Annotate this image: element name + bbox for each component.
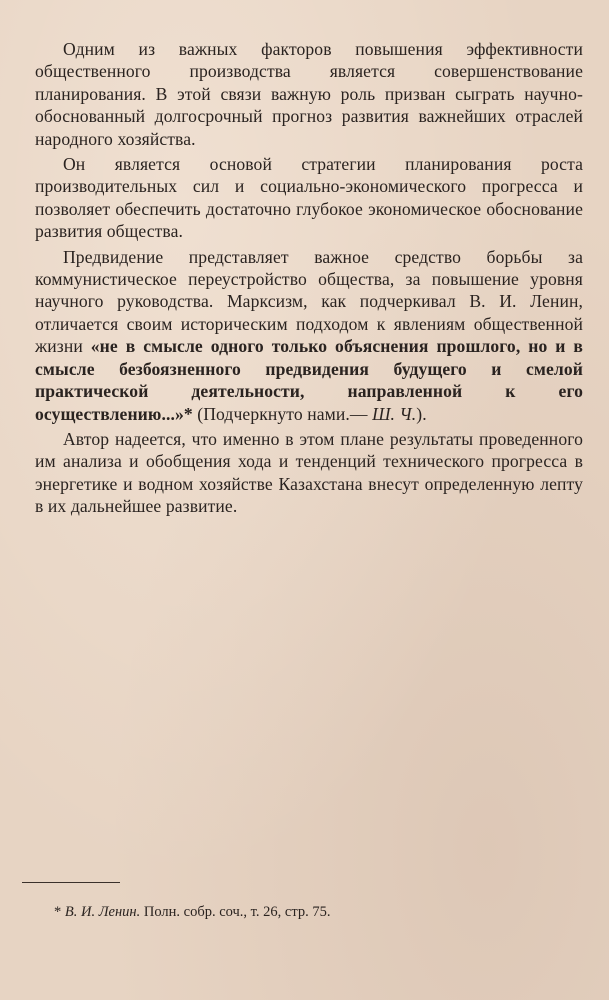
paragraph-3-intro: Предвидение представляет важное средство борьбы за коммунистическое переустройство общества, за повышение уровня научного руководства. Марксизм, как подчеркивал В. И. Ленин, отличается своим историческим подходом к явлениям общественной жизни xyxy=(35,246,583,357)
paragraph-1: Одним из важных факторов повышения эффективности общественного производства является совершенствование планирования. В этой связи важную роль призван сыграть научно-обоснованный долгосрочный прогноз развития важнейших отраслей народного хозяйства. xyxy=(35,39,583,149)
paragraph-4: Автор надеется, что именно в этом плане результаты проведенного им анализа и обобщения хода и тенденций технического прогресса в энергетике и водном хозяйстве Казахстана внесут определенную лепту в их дальнейшее развитие. xyxy=(35,428,583,517)
main-text xyxy=(35,38,583,518)
paragraph-3 xyxy=(35,246,583,425)
footnote xyxy=(54,903,331,921)
footnote-author: В. И. Ленин. xyxy=(64,904,141,920)
footnote-marker: * xyxy=(54,904,65,920)
footnote-reference: Полн. собр. соч., т. 26, стр. 75. xyxy=(140,904,331,920)
footnote-divider xyxy=(22,882,120,883)
paragraph-2: Он является основой стратегии планирования роста производительных сил и социально-экономического прогресса и позволяет обеспечить достаточно глубокое экономическое обоснование развития общества. xyxy=(35,154,583,242)
emphasis-note: (Подчеркнуто нами.— xyxy=(192,403,373,424)
emphasis-note-end: ). xyxy=(416,403,427,424)
author-initials: Ш. Ч. xyxy=(372,403,417,424)
lenin-quote: «не в смысле одного только объяснения прошлого, но и в смысле безбоязненного предвидения будущего и смелой практической деятельности, направленной к его осуществлению...»* xyxy=(35,336,584,424)
